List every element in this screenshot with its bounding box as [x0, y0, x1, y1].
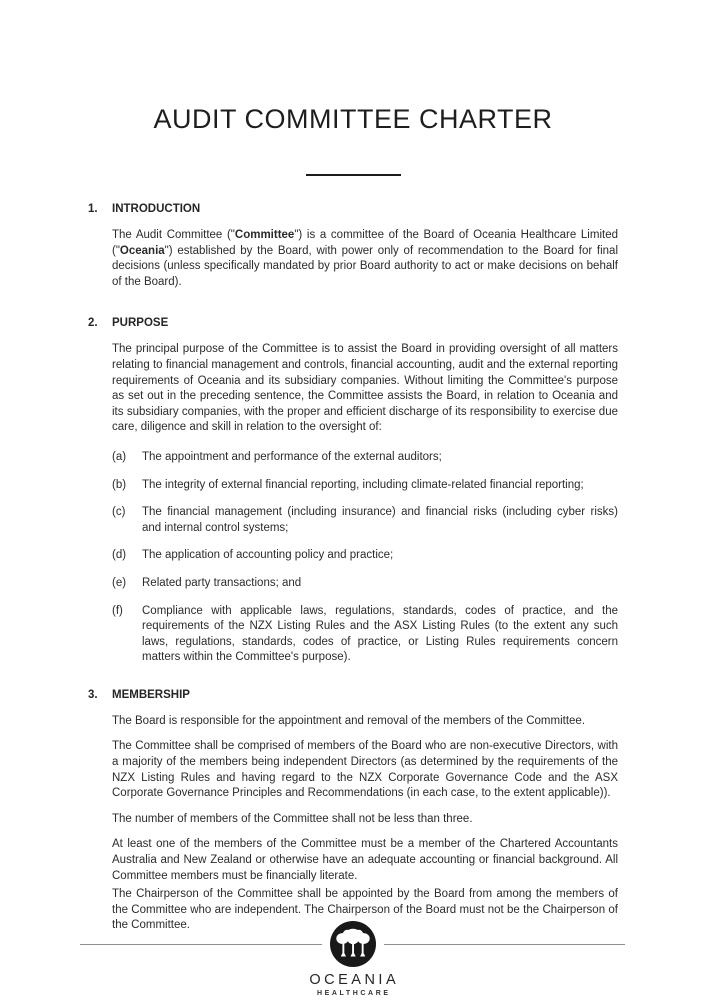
list-item-text: Related party transactions; and — [142, 576, 302, 589]
section-number: 3. — [88, 688, 98, 701]
section-heading — [88, 202, 618, 216]
intro-bold-oceania: Oceania — [119, 244, 165, 257]
purpose-lead-paragraph: The principal purpose of the Committee is to assist the Board in providing oversight of all matters relating to financial management and controls, financial accounting, audit and the external reporting requirements of Oceania and its subsidiary companies. Without limiting the Committee's purpose as set out in the preceding sentence, the Committee assists the Board, in relation to Oceania and its subsidiary companies, with the proper and efficient discharge of its responsibility to exercise due care, diligence and skill in relation to the oversight of: — [112, 343, 618, 434]
membership-paragraph: At least one of the members of the Committee must be a member of the Chartered Accountants Australia and New Zealand or otherwise have an adequate accounting or financial background. All Committee members must be financially literate. — [112, 838, 618, 882]
list-item — [112, 604, 618, 666]
page-footer — [0, 921, 705, 997]
list-item-text: The integrity of external financial reporting, including climate-related financial reporting; — [142, 478, 584, 491]
intro-bold-committee: Committee — [234, 229, 295, 241]
section-heading — [88, 316, 618, 330]
list-item — [112, 576, 618, 592]
list-item-label: (c) — [112, 506, 126, 519]
list-item-label: (f) — [112, 604, 123, 617]
list-item — [112, 450, 618, 466]
footer-rule-left — [80, 944, 322, 945]
brand-tagline: HEALTHCARE — [316, 990, 391, 997]
section-purpose — [88, 316, 618, 666]
section-number: 2. — [88, 317, 98, 330]
section-title: INTRODUCTION — [112, 203, 201, 215]
pohutukawa-tree-icon — [330, 921, 376, 967]
section-introduction — [88, 202, 618, 290]
brand-name: OCEANIA — [309, 972, 400, 988]
list-item — [112, 548, 618, 564]
section-title: MEMBERSHIP — [112, 688, 190, 701]
section-title: PURPOSE — [112, 317, 169, 330]
list-item — [112, 505, 618, 536]
intro-paragraph — [112, 228, 618, 290]
membership-paragraph: The Chairperson of the Committee shall be appointed by the Board from among the members of the Committee who are independent. The Chairperson of the Board must not be the Chairperson of the Committee. — [112, 888, 618, 932]
footer-rule-right — [384, 944, 626, 945]
section-number: 1. — [88, 203, 98, 215]
document-content — [88, 0, 618, 934]
intro-text-2: ") is a committee of the Board of Oceania Healthcare Limited (" — [112, 229, 618, 257]
list-item-label: (d) — [112, 549, 127, 562]
list-item-label: (e) — [112, 576, 127, 589]
list-item-text: The appointment and performance of the external auditors; — [142, 450, 442, 463]
membership-paragraph: The Committee shall be comprised of members of the Board who are non-executive Directors, with a majority of the members being independent Directors (as determined by the requirements of the NZX Listing Rules and having regard to the NZX Corporate Governance Code and the ASX Corporate Governance Principles and Recommendations (in each case, to the extent applicable)). — [112, 740, 618, 800]
list-item-text: Compliance with applicable laws, regulations, standards, codes of practice, and the requirements of the NZX Listing Rules and the ASX Listing Rules (to the extent any such laws, regulations, standards, codes of practice, or Listing Rules requirements concern matters within the Committee's purpose). — [142, 604, 618, 664]
list-item-label: (a) — [112, 450, 127, 463]
intro-text-1: The Audit Committee (" — [112, 229, 235, 241]
title-divider — [306, 174, 401, 176]
section-heading — [88, 688, 618, 702]
list-item — [112, 478, 618, 494]
oceania-logo — [330, 921, 376, 967]
list-item-text: The application of accounting policy and practice; — [142, 549, 394, 562]
membership-paragraph: The Board is responsible for the appointment and removal of the members of the Committee. — [112, 714, 586, 727]
membership-paragraph: The number of members of the Committee shall not be less than three. — [112, 812, 473, 825]
intro-text-3: ") established by the Board, with power only of recommendation to the Board for final decisions (unless specifically mandated by prior Board authority to act or make decisions on behalf of the Board). — [112, 244, 618, 288]
footer-divider-row — [0, 921, 705, 967]
document-title: AUDIT COMMITTEE CHARTER — [153, 104, 553, 134]
section-membership — [88, 688, 618, 934]
list-item-label: (b) — [112, 478, 127, 491]
list-item-text: The financial management (including insurance) and financial risks (including cyber risks) and internal control systems; — [142, 506, 618, 534]
